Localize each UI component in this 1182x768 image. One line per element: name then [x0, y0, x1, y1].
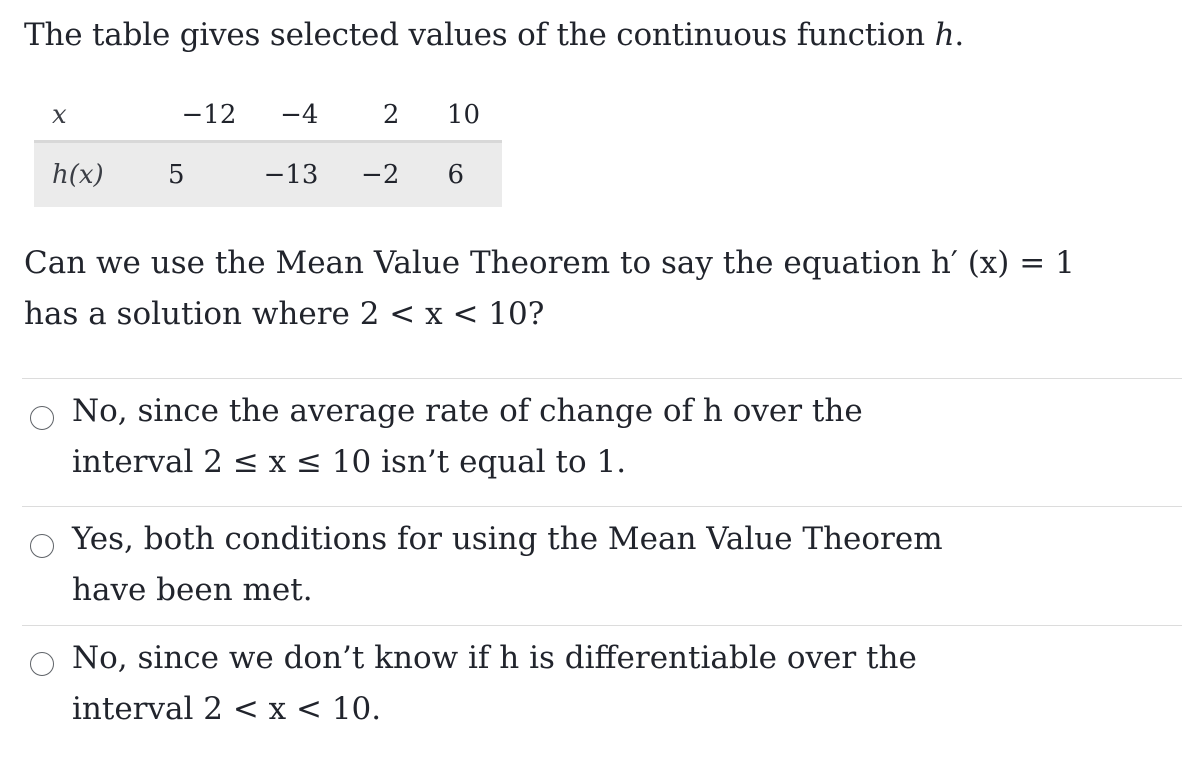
radio-button-icon[interactable] [30, 406, 54, 430]
choice-option-2[interactable] [30, 514, 1160, 620]
table-cell-h-1: 5 [160, 142, 236, 208]
table-row-x [34, 90, 502, 142]
table-row-h [34, 142, 502, 208]
problem-intro [24, 14, 964, 56]
choice-1-line-2: interval 2 ≤ x ≤ 10 isn’t equal to 1. [72, 444, 627, 480]
choice-2-line-2: have been met. [72, 572, 313, 608]
table-cell-h-4: 6 [399, 142, 502, 208]
table-cell-h-3: −2 [318, 142, 399, 208]
table-cell-x-1: −12 [160, 90, 236, 142]
table-row-header-x: x [34, 90, 160, 142]
divider [22, 625, 1182, 626]
choice-3-line-2: interval 2 < x < 10. [72, 691, 382, 727]
divider [22, 506, 1182, 507]
choice-option-1[interactable] [30, 386, 1160, 500]
intro-text: The table gives selected values of the continuous function [24, 17, 935, 53]
intro-end: . [954, 17, 965, 53]
question-line-1: Can we use the Mean Value Theorem to say the equation h′ (x) = 1 [24, 245, 1075, 281]
choice-option-3[interactable] [30, 633, 1160, 743]
table-cell-x-4: 10 [399, 90, 502, 142]
choice-1-text [72, 386, 1152, 488]
radio-button-icon[interactable] [30, 534, 54, 558]
values-table [34, 90, 502, 207]
function-name: h [934, 17, 955, 53]
radio-button-icon[interactable] [30, 652, 54, 676]
table-row-header-h: h(x) [34, 142, 160, 208]
table-cell-h-2: −13 [236, 142, 318, 208]
question-line-2: has a solution where 2 < x < 10? [24, 296, 545, 332]
choice-3-text [72, 633, 1152, 735]
table-cell-x-3: 2 [318, 90, 399, 142]
table-cell-x-2: −4 [236, 90, 318, 142]
choice-2-text [72, 514, 1152, 616]
choice-1-line-1: No, since the average rate of change of h over the [72, 393, 863, 429]
choice-3-line-1: No, since we don’t know if h is differentiable over the [72, 640, 917, 676]
choice-2-line-1: Yes, both conditions for using the Mean Value Theorem [72, 521, 943, 557]
divider [22, 378, 1182, 379]
question-text [24, 238, 1144, 340]
